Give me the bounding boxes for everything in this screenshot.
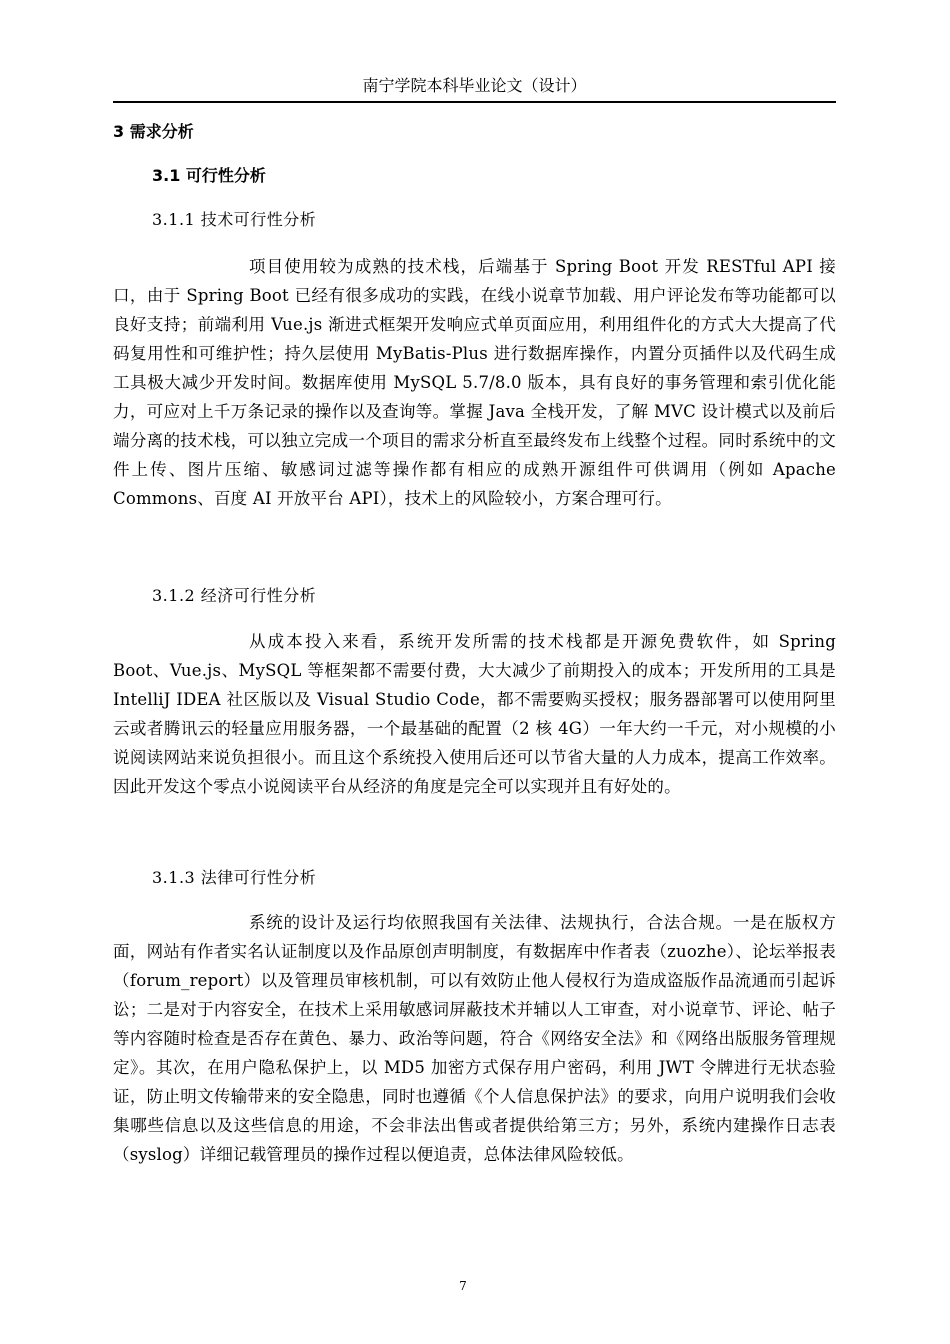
section-title: 3.1 可行性分析: [152, 166, 266, 185]
page-number: 7: [459, 1279, 467, 1293]
subsection-title-legal: 3.1.3 法律可行性分析: [152, 868, 317, 887]
subsection-title-economic: 3.1.2 经济可行性分析: [152, 586, 317, 605]
paragraph-technical: 项目使用较为成熟的技术栈，后端基于 Spring Boot 开发 RESTful API 接口，由于 Spring Boot 已经有很多成功的实践，在线小说章节加载、用户评论发布等功能都可以良好支持；前端利用 Vue.js 渐进式框架开发响应式单页面应用，利用组件化的方式大大提高了代码复用性和可维护性；持久层使用 MyBatis-Plus 进行数据库操作，内置分页插件以及代码生成工具极大减少开发时间。数据库使用 MySQL 5.7/8.0 版本，具有良好的事务管理和索引优化能力，可应对上千万条记录的操作以及查询等。掌握 Java 全栈开发，了解 MVC 设计模式以及前后端分离的技术栈，可以独立完成一个项目的需求分析直至最终发布上线整个过程。同时系统中的文件上传、图片压缩、敏感词过滤等操作都有相应的成熟开源组件可供调用（例如 Apache Commons、百度 AI 开放平台 API），技术上的风险较小，方案合理可行。: [113, 257, 837, 508]
running-header: 南宁学院本科毕业论文（设计）: [362, 76, 587, 95]
header-divider: [113, 101, 836, 103]
page-footer: [0, 1278, 950, 1294]
subsection-title-technical: 3.1.1 技术可行性分析: [152, 210, 317, 229]
paragraph-legal: 系统的设计及运行均依照我国有关法律、法规执行，合法合规。一是在版权方面，网站有作者实名认证制度以及作品原创声明制度，有数据库中作者表（zuozhe）、论坛举报表（forum_report）以及管理员审核机制，可以有效防止他人侵权行为造成盗版作品流通而引起诉讼；二是对于内容安全，在技术上采用敏感词屏蔽技术并辅以人工审查，对小说章节、评论、帖子等内容随时检查是否存在黄色、暴力、政治等问题，符合《网络安全法》和《网络出版服务管理规定》。其次，在用户隐私保护上，以 MD5 加密方式保存用户密码，利用 JWT 令牌进行无状态验证，防止明文传输带来的安全隐患，同时也遵循《个人信息保护法》的要求，向用户说明我们会收集哪些信息以及这些信息的用途，不会非法出售或者提供给第三方；另外，系统内建操作日志表（syslog）详细记载管理员的操作过程以便追责，总体法律风险较低。: [113, 913, 836, 1164]
chapter-title: 3 需求分析: [113, 122, 194, 141]
paragraph-economic: 从成本投入来看，系统开发所需的技术栈都是开源免费软件，如 Spring Boot、Vue.js、MySQL 等框架都不需要付费，大大减少了前期投入的成本；开发所用的工具是 IntelliJ IDEA 社区版以及 Visual Studio Code，都不需要购买授权；服务器部署可以使用阿里云或者腾讯云的轻量应用服务器，一个最基础的配置（2 核 4G）一年大约一千元，对小规模的小说阅读网站来说负担很小。而且这个系统投入使用后还可以节省大量的人力成本，提高工作效率。因此开发这个零点小说阅读平台从经济的角度是完全可以实现并且有好处的。: [113, 632, 836, 796]
